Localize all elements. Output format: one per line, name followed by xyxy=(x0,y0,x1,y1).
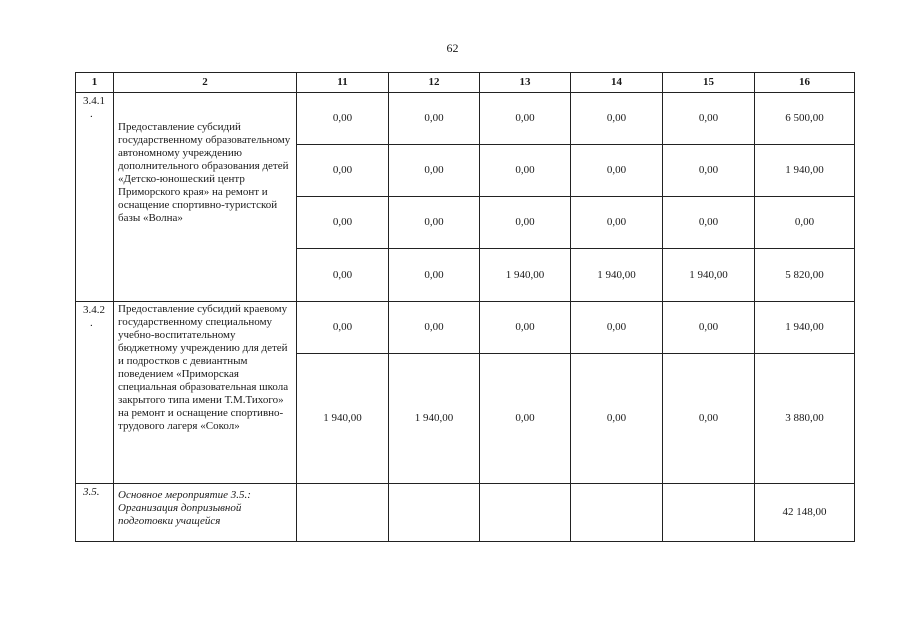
table-cell: 0,00 xyxy=(755,197,855,249)
header-cell: 16 xyxy=(755,73,855,93)
table-cell: 3 880,00 xyxy=(755,354,855,484)
item-description: Предоставление субсидий краевому государственному специальному учебно-воспитательному бюджетному учреждению для детей и подростков с девиантным поведением «Приморская специальная образовательная школа закрытого типа имени Т.М.Тихого» на ремонт и оснащение спортивно-трудового лагеря «Сокол» xyxy=(114,302,297,484)
table-cell: 1 940,00 xyxy=(389,354,480,484)
table-cell: 0,00 xyxy=(389,302,480,354)
table-cell: 0,00 xyxy=(297,145,389,197)
table-cell: 42 148,00 xyxy=(755,484,855,542)
table-cell: 0,00 xyxy=(571,93,663,145)
table-cell xyxy=(297,484,389,542)
header-cell: 11 xyxy=(297,73,389,93)
table-cell: 1 940,00 xyxy=(297,354,389,484)
table-cell: 0,00 xyxy=(571,354,663,484)
table-cell: 0,00 xyxy=(480,302,571,354)
item-description: Предоставление субсидий государственному образовательному автономному учреждению дополнительного образования детей «Детско-юношеский центр Приморского края» на ремонт и оснащение спортивно-туристской базы «Волна» xyxy=(114,93,297,302)
table-cell xyxy=(663,484,755,542)
item-code xyxy=(76,484,114,542)
table-row xyxy=(76,93,855,145)
item-code-number: 3.4.1 xyxy=(83,95,105,107)
table-cell: 0,00 xyxy=(297,302,389,354)
item-code-suffix: . xyxy=(90,108,93,120)
table-cell: 0,00 xyxy=(571,197,663,249)
table-cell: 0,00 xyxy=(480,197,571,249)
header-row xyxy=(76,73,855,93)
page-number: 62 xyxy=(446,41,459,55)
table-cell: 5 820,00 xyxy=(755,249,855,302)
item-code-number: 3.4.2 xyxy=(83,304,105,316)
table-cell: 0,00 xyxy=(297,197,389,249)
table-cell: 1 940,00 xyxy=(480,249,571,302)
table-cell: 0,00 xyxy=(663,197,755,249)
item-description: Основное мероприятие 3.5.: Организация допризывной подготовки учащейся xyxy=(114,484,297,542)
header-cell: 2 xyxy=(114,73,297,93)
table-cell: 0,00 xyxy=(663,145,755,197)
item-code-suffix: . xyxy=(90,317,93,329)
table-cell: 0,00 xyxy=(480,93,571,145)
budget-table xyxy=(75,72,855,542)
table-row xyxy=(76,484,855,542)
header-cell: 13 xyxy=(480,73,571,93)
table-cell: 0,00 xyxy=(571,302,663,354)
header-cell: 12 xyxy=(389,73,480,93)
item-code xyxy=(76,302,114,484)
table-cell: 0,00 xyxy=(480,354,571,484)
header-cell: 14 xyxy=(571,73,663,93)
table-cell: 1 940,00 xyxy=(571,249,663,302)
item-code-number: 3.5. xyxy=(83,486,100,498)
table-row xyxy=(76,302,855,354)
table-cell: 0,00 xyxy=(571,145,663,197)
table-cell: 0,00 xyxy=(663,354,755,484)
table-cell: 0,00 xyxy=(389,249,480,302)
table-cell: 1 940,00 xyxy=(755,302,855,354)
header-cell: 1 xyxy=(76,73,114,93)
table-cell: 1 940,00 xyxy=(755,145,855,197)
table-cell: 6 500,00 xyxy=(755,93,855,145)
table-cell xyxy=(571,484,663,542)
table-cell: 0,00 xyxy=(663,302,755,354)
table-cell xyxy=(480,484,571,542)
header-cell: 15 xyxy=(663,73,755,93)
table-cell: 1 940,00 xyxy=(663,249,755,302)
table-cell: 0,00 xyxy=(480,145,571,197)
table-cell: 0,00 xyxy=(389,93,480,145)
table-cell: 0,00 xyxy=(389,197,480,249)
item-code xyxy=(76,93,114,302)
table-cell: 0,00 xyxy=(389,145,480,197)
table-cell xyxy=(389,484,480,542)
table-cell: 0,00 xyxy=(297,249,389,302)
table-cell: 0,00 xyxy=(297,93,389,145)
table-cell: 0,00 xyxy=(663,93,755,145)
